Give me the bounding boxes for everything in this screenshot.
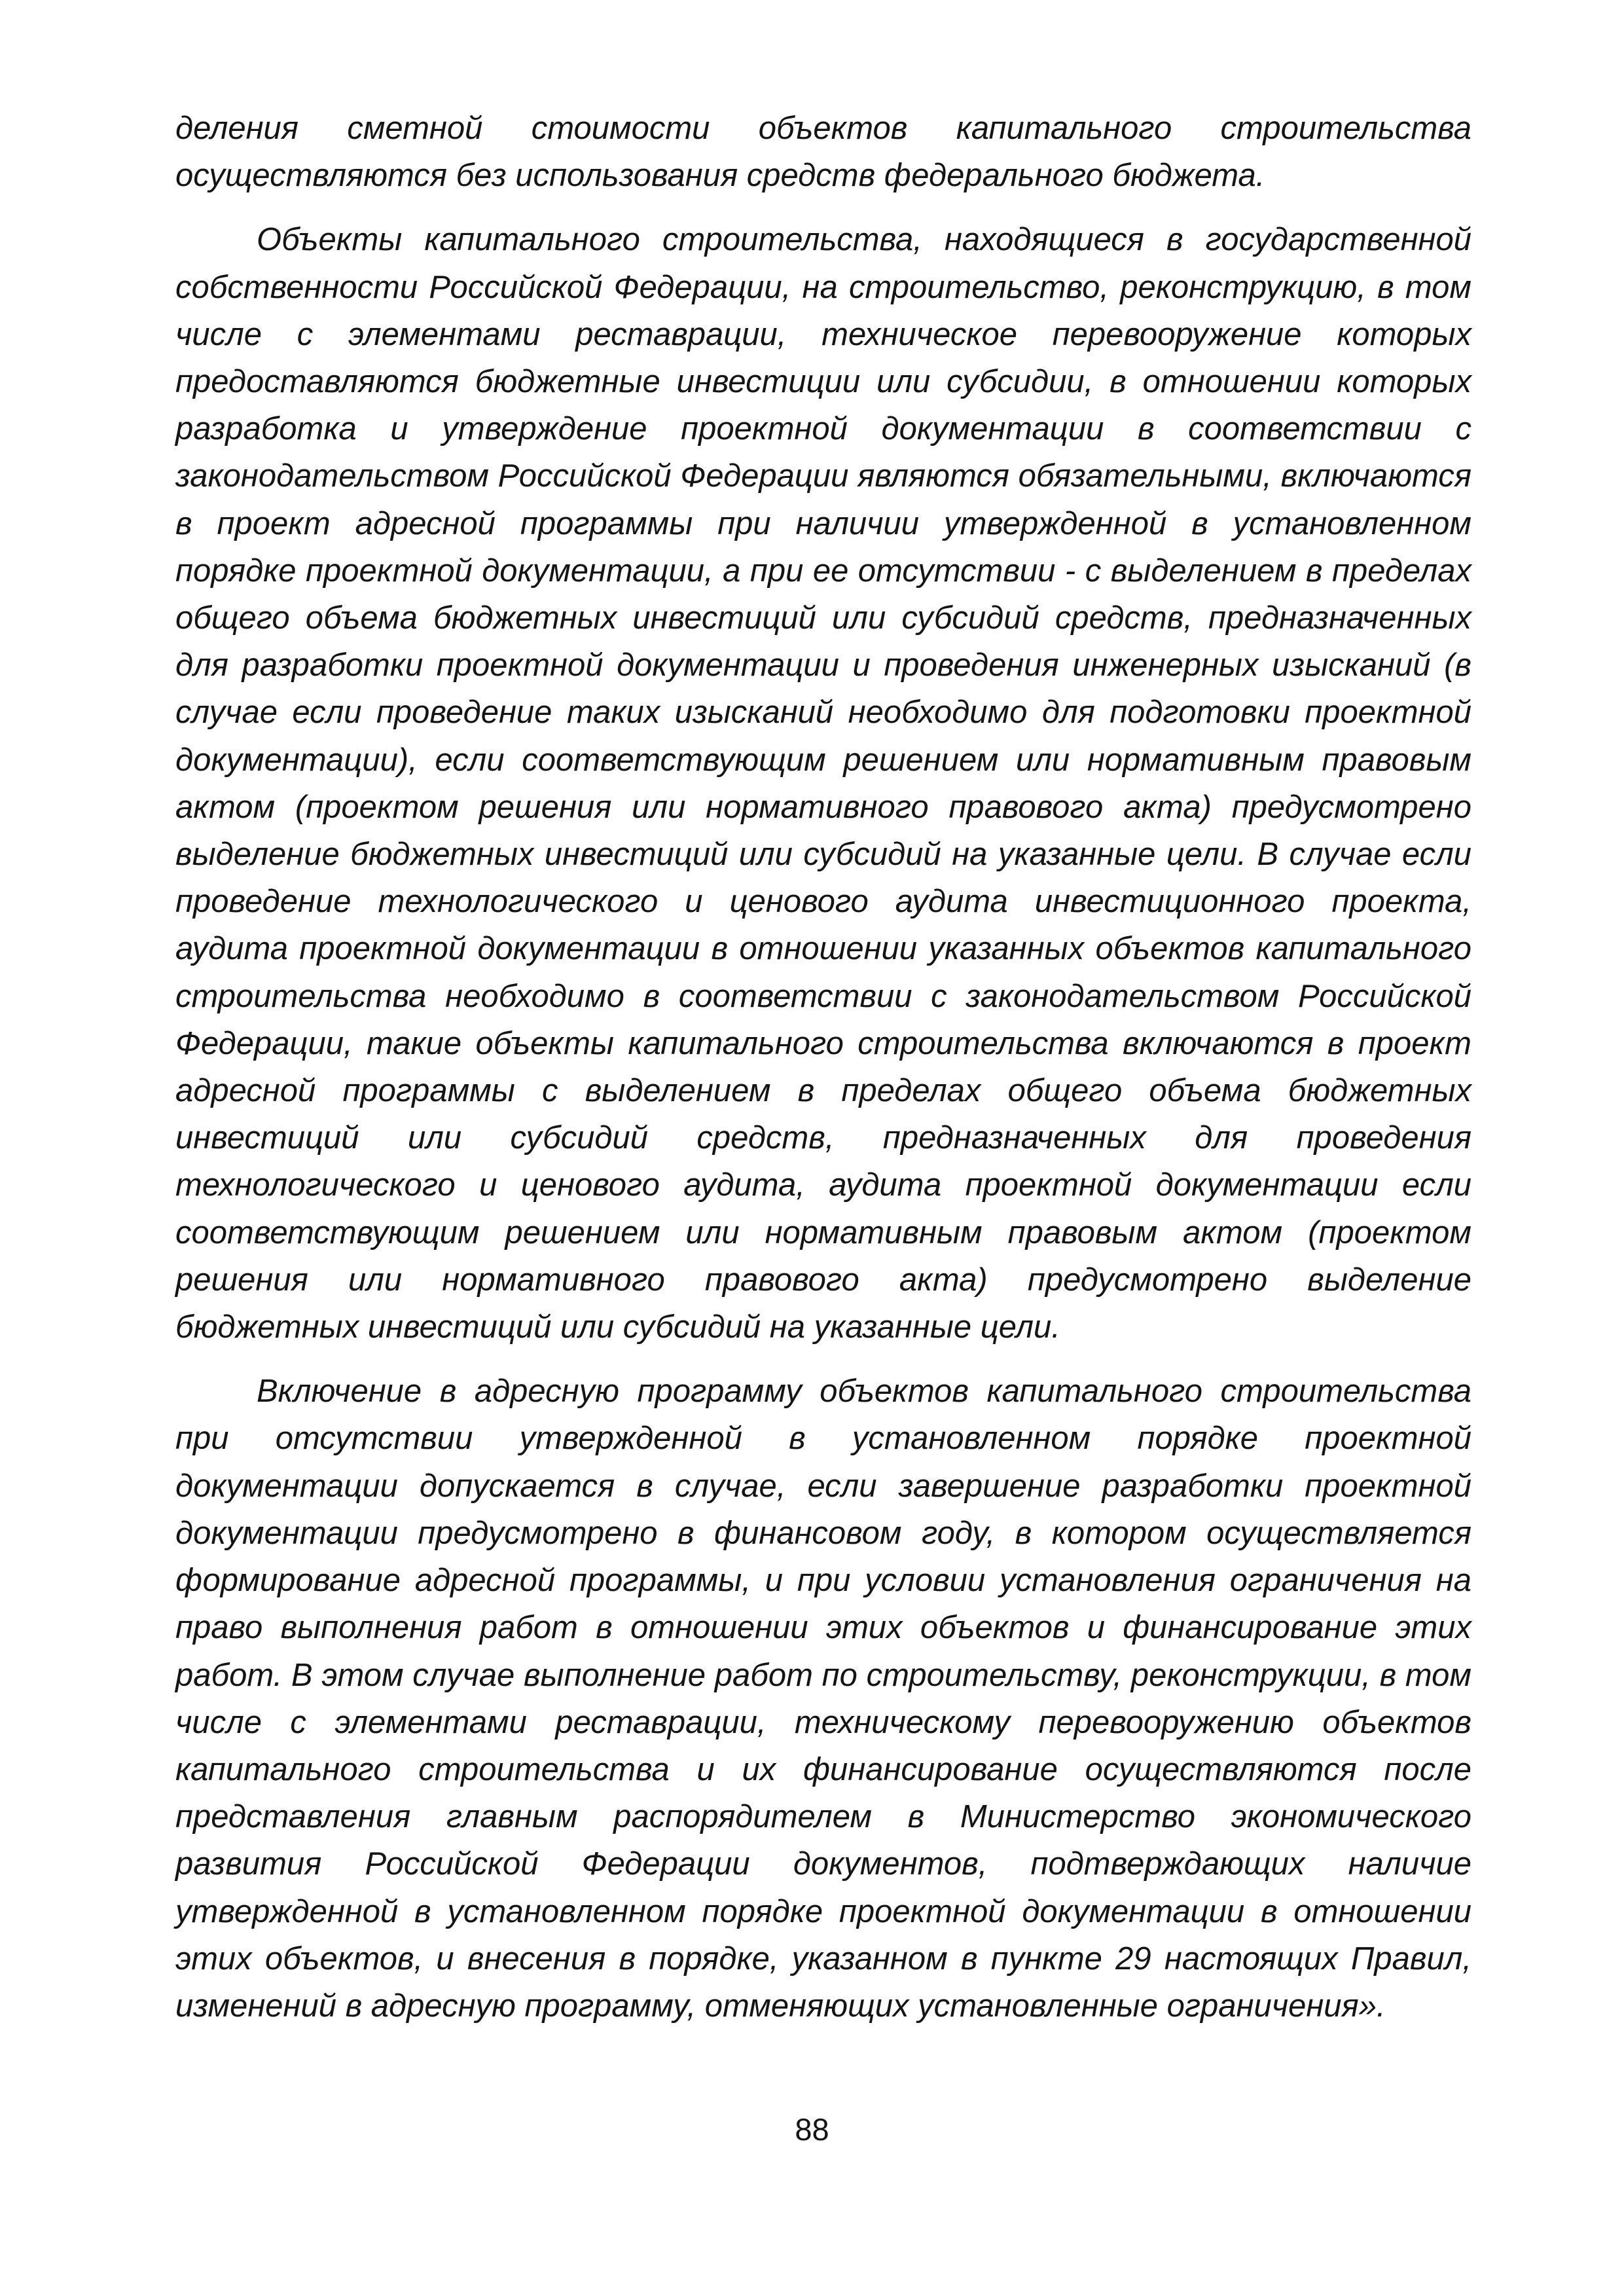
paragraph-continuation: деления сметной стоимости объектов капитального строительства осуществляются без использования средств федерального бюджета.: [175, 111, 1471, 194]
page-number: 88: [795, 2112, 829, 2147]
body-text: [175, 105, 1471, 2030]
paragraph-capital-construction-objects: Объекты капитального строительства, находящиеся в государственной собственности Российской Федерации, на строительство, реконструкцию, в том числе с элементами реставрации, техническое перевооружение которых предоставляются бюджетные инвестиции или субсидии, в отношении которых разработка и утверждение проектной документации в соответствии с законодательством Российской Федерации являются обязательными, включаются в проект адресной программы при наличии утвержденной в установленном порядке проектной документации, а при ее отсутствии - с выделением в пределах общего объема бюджетных инвестиций или субсидий средств, предназначенных для разработки проектной документации и проведения инженерных изысканий (в случае если проведение таких изысканий необходимо для подготовки проектной документации), если соответствующим решением или нормативным правовым актом (проектом решения или нормативного правового акта) предусмотрено выделение бюджетных инвестиций или субсидий на указанные цели. В случае если проведение технологического и ценового аудита инвестиционного проекта, аудита проектной документации в отношении указанных объектов капитального строительства необходимо в соответствии с законодательством Российской Федерации, такие объекты капитального строительства включаются в проект адресной программы с выделением в пределах общего объема бюджетных инвестиций или субсидий средств, предназначенных для проведения технологического и ценового аудита, аудита проектной документации если соответствующим решением или нормативным правовым актом (проектом решения или нормативного правового акта) предусмотрено выделение бюджетных инвестиций или субсидий на указанные цели.: [175, 222, 1471, 1345]
paragraph-inclusion-in-program: Включение в адресную программу объектов капитального строительства при отсутствии утвержденной в установленном порядке проектной документации допускается в случае, если завершение разработки проектной документации предусмотрено в финансовом году, в котором осуществляется формирование адресной программы, и при условии установления ограничения на право выполнения работ в отношении этих объектов и финансирование этих работ. В этом случае выполнение работ по строительству, реконструкции, в том числе с элементами реставрации, техническому перевооружению объектов капитального строительства и их финансирование осуществляются после представления главным распорядителем в Министерство экономического развития Российской Федерации документов, подтверждающих наличие утвержденной в установленном порядке проектной документации в отношении этих объектов, и внесения в порядке, указанном в пункте 29 настоящих Правил, изменений в адресную программу, отменяющих установленные ограничения».: [175, 1374, 1471, 2024]
